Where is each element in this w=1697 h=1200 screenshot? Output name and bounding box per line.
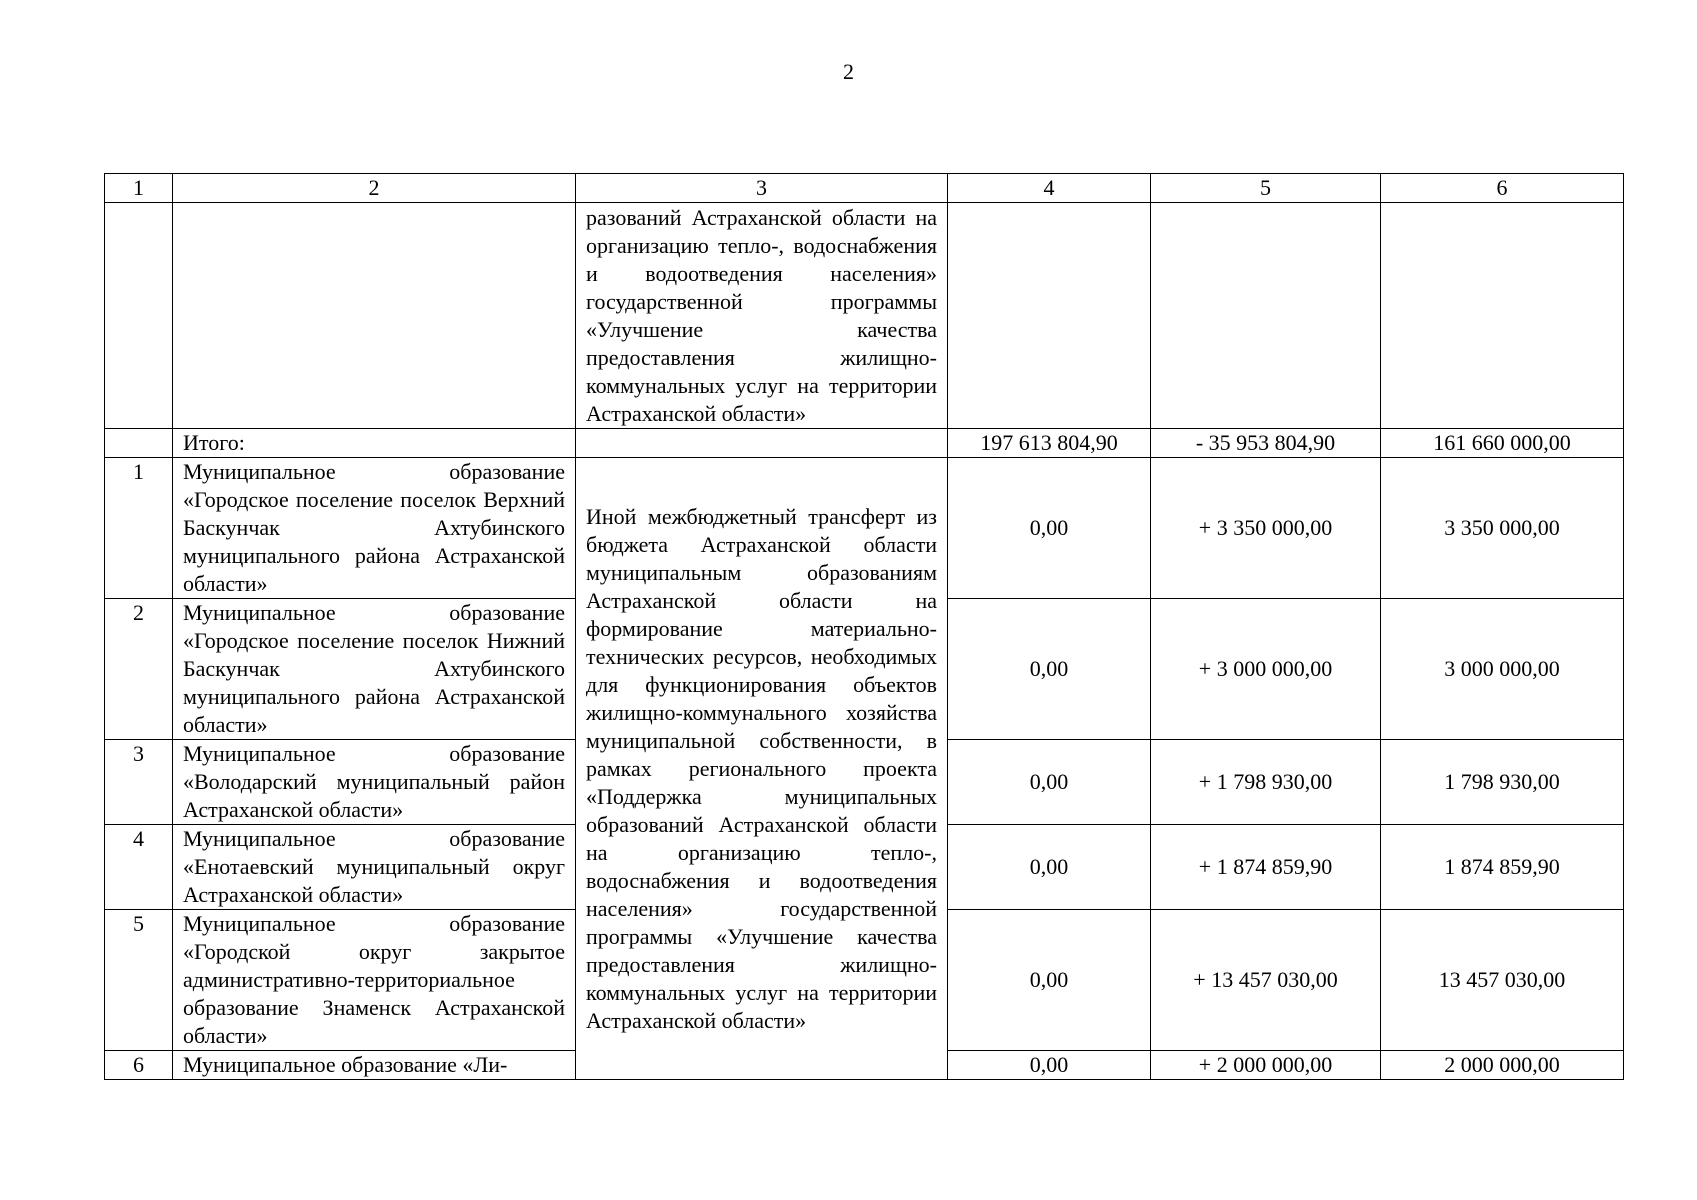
cell-empty	[105, 203, 173, 429]
row-col6: 1 874 859,90	[1381, 825, 1624, 910]
row-name: Муниципальное образование «Городское поселение поселок Верхний Баскунчак Ахтубинского муниципального района Астраханской области»	[173, 458, 576, 599]
row-number: 2	[105, 599, 173, 740]
row-col5: + 13 457 030,00	[1151, 910, 1381, 1051]
row-col6: 1 798 930,00	[1381, 740, 1624, 825]
row-col4: 0,00	[948, 910, 1151, 1051]
table-row	[105, 458, 1624, 599]
cell-empty	[1381, 203, 1624, 429]
continuation-text: разований Астраханской области на организацию тепло-, водоснабжения и водоотведения населения» государственной программы «Улучшение качества предоставления жилищно-коммунальных услуг на территории Астраханской области»	[576, 203, 948, 429]
total-col4: 197 613 804,90	[948, 429, 1151, 458]
row-number: 3	[105, 740, 173, 825]
row-col5: + 2 000 000,00	[1151, 1051, 1381, 1080]
row-name: Муниципальное образование «Городской округ закрытое административно-территориальное образование Знаменск Астраханской области»	[173, 910, 576, 1051]
row-number: 4	[105, 825, 173, 910]
row-col4: 0,00	[948, 825, 1151, 910]
row-col4: 0,00	[948, 599, 1151, 740]
row-col6: 3 350 000,00	[1381, 458, 1624, 599]
row-col5: + 1 874 859,90	[1151, 825, 1381, 910]
budget-table	[104, 173, 1624, 1080]
row-name: Муниципальное образование «Володарский муниципальный район Астраханской области»	[173, 740, 576, 825]
row-col6: 3 000 000,00	[1381, 599, 1624, 740]
cell-empty	[948, 203, 1151, 429]
row-number: 5	[105, 910, 173, 1051]
row-name: Муниципальное образование «Ли-	[173, 1051, 576, 1080]
row-col5: + 3 000 000,00	[1151, 599, 1381, 740]
row-col4: 0,00	[948, 458, 1151, 599]
page-number: 2	[843, 59, 854, 84]
row-col5: + 3 350 000,00	[1151, 458, 1381, 599]
cell-empty	[105, 429, 173, 458]
row-name: Муниципальное образование «Городское поселение поселок Нижний Баскунчак Ахтубинского муниципального района Астраханской области»	[173, 599, 576, 740]
total-col6: 161 660 000,00	[1381, 429, 1624, 458]
cell-empty	[576, 429, 948, 458]
row-number: 1	[105, 458, 173, 599]
row-col5: + 1 798 930,00	[1151, 740, 1381, 825]
header-cell: 2	[173, 174, 576, 203]
column-number-row	[105, 174, 1624, 203]
total-row	[105, 429, 1624, 458]
row-name: Муниципальное образование «Енотаевский муниципальный округ Астраханской области»	[173, 825, 576, 910]
header-cell: 5	[1151, 174, 1381, 203]
cell-empty	[1151, 203, 1381, 429]
row-number: 6	[105, 1051, 173, 1080]
header-cell: 4	[948, 174, 1151, 203]
purpose-text: Иной межбюджетный трансферт из бюджета Астраханской области муниципальным образованиям Астраханской области на формирование материально-технических ресурсов, необходимых для функционирования объектов жилищно-коммунального хозяйства муниципальной собственности, в рамках регионального проекта «Поддержка муниципальных образований Астраханской области на организацию тепло-, водоснабжения и водоотведения населения» государственной программы «Улучшение качества предоставления жилищно-коммунальных услуг на территории Астраханской области»	[576, 458, 948, 1080]
row-col4: 0,00	[948, 740, 1151, 825]
header-cell: 6	[1381, 174, 1624, 203]
row-col4: 0,00	[948, 1051, 1151, 1080]
continuation-row	[105, 203, 1624, 429]
row-col6: 2 000 000,00	[1381, 1051, 1624, 1080]
row-col6: 13 457 030,00	[1381, 910, 1624, 1051]
header-cell: 1	[105, 174, 173, 203]
header-cell: 3	[576, 174, 948, 203]
cell-empty	[173, 203, 576, 429]
total-label: Итого:	[173, 429, 576, 458]
total-col5: - 35 953 804,90	[1151, 429, 1381, 458]
